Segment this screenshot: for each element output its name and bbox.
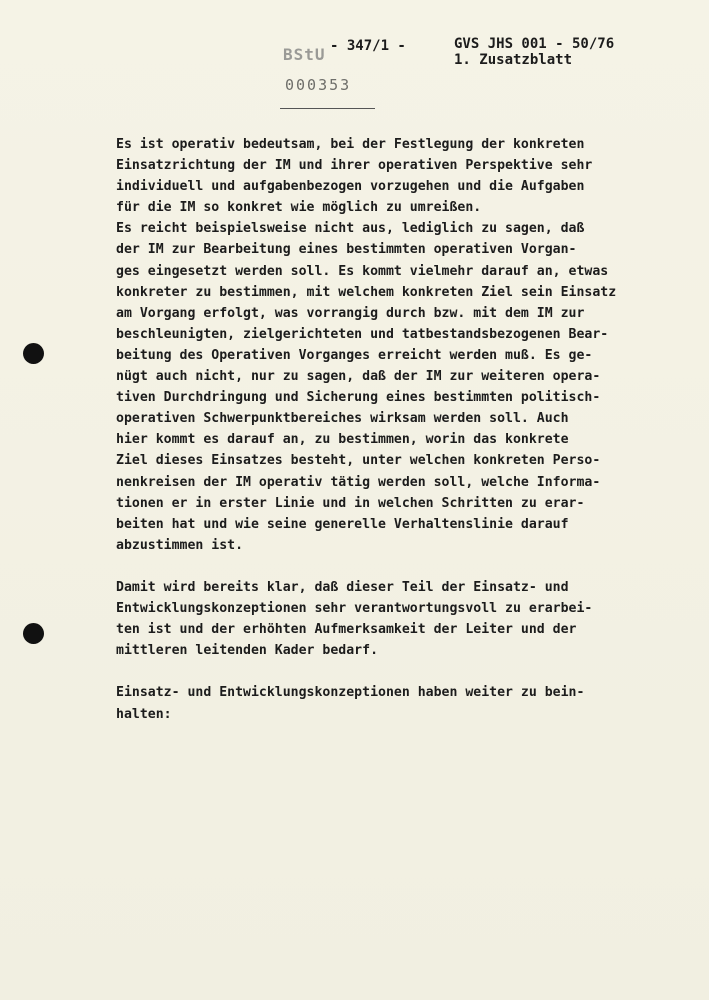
text-line: nügt auch nicht, nur zu sagen, daß der IM zur weiteren opera-	[116, 369, 601, 385]
paragraph-gap	[116, 556, 696, 577]
text-line: für die IM so konkret wie möglich zu umreißen.	[116, 200, 482, 216]
text-line: beschleunigten, zielgerichteten und tatbestandsbezogenen Bear-	[116, 326, 609, 342]
punch-hole-top	[23, 343, 44, 364]
page-number: - 347/1 -	[330, 38, 406, 54]
archive-stamp: BStU	[283, 45, 326, 64]
text-line: beiten hat und wie seine generelle Verhaltenslinie darauf	[116, 516, 569, 532]
text-line: am Vorgang erfolgt, was vorrangig durch bzw. mit dem IM zur	[116, 305, 585, 321]
paragraph-1	[116, 134, 696, 556]
reference-sheet: 1. Zusatzblatt	[454, 52, 573, 68]
paragraph-2	[116, 577, 696, 661]
text-line: Ziel dieses Einsatzes besteht, unter welchen konkreten Perso-	[116, 453, 601, 469]
paragraph-gap	[116, 661, 696, 682]
text-line: Einsatz- und Entwicklungskonzeptionen haben weiter zu bein-	[116, 685, 585, 701]
text-line: der IM zur Bearbeitung eines bestimmten operativen Vorgan-	[116, 242, 577, 258]
text-line: hier kommt es darauf an, zu bestimmen, worin das konkrete	[116, 432, 569, 448]
text-line: mittleren leitenden Kader bedarf.	[116, 643, 379, 659]
text-line: tionen er in erster Linie und in welchen Schritten zu erar-	[116, 495, 585, 511]
punch-hole-bottom	[23, 623, 44, 644]
reference-code: GVS JHS 001 - 50/76	[454, 36, 615, 52]
text-line: tiven Durchdringung und Sicherung eines bestimmten politisch-	[116, 390, 601, 406]
archive-number-stamp: 000353	[285, 76, 352, 94]
text-line: individuell und aufgabenbezogen vorzugehen und die Aufgaben	[116, 179, 585, 195]
text-line: Einsatzrichtung der IM und ihrer operativen Perspektive sehr	[116, 158, 593, 174]
text-line: ten ist und der erhöhten Aufmerksamkeit der Leiter und der	[116, 622, 577, 638]
text-line: halten:	[116, 706, 172, 722]
paragraph-3	[116, 682, 696, 724]
text-line: Entwicklungskonzeptionen sehr verantwortungsvoll zu erarbei-	[116, 601, 593, 617]
text-line: ges eingesetzt werden soll. Es kommt vielmehr darauf an, etwas	[116, 263, 609, 279]
text-line: Es ist operativ bedeutsam, bei der Festlegung der konkreten	[116, 137, 585, 152]
text-line: Damit wird bereits klar, daß dieser Teil der Einsatz- und	[116, 579, 569, 595]
text-line: konkreter zu bestimmen, mit welchem konkreten Ziel sein Einsatz	[116, 284, 617, 300]
stamp-underline	[280, 108, 375, 109]
text-line: abzustimmen ist.	[116, 537, 244, 553]
body-text	[116, 134, 696, 725]
text-line: Es reicht beispielsweise nicht aus, lediglich zu sagen, daß	[116, 221, 585, 237]
text-line: nenkreisen der IM operativ tätig werden soll, welche Informa-	[116, 474, 601, 490]
text-line: operativen Schwerpunktbereiches wirksam werden soll. Auch	[116, 411, 569, 427]
text-line: beitung des Operativen Vorganges erreicht werden muß. Es ge-	[116, 347, 593, 363]
document-reference	[454, 36, 614, 68]
